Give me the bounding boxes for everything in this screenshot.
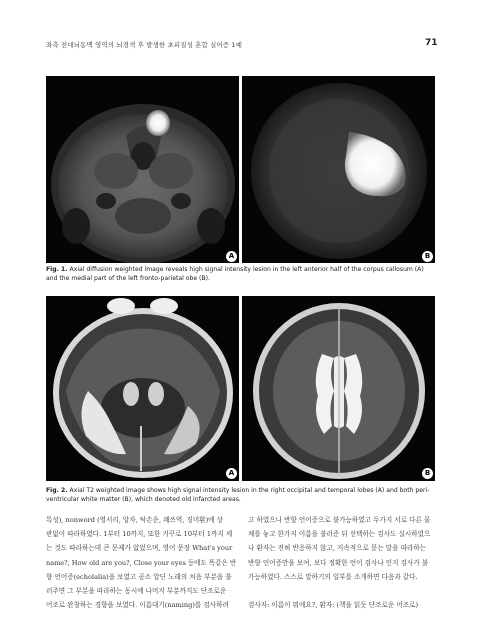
t2-axial-image xyxy=(242,296,435,481)
running-title: 좌측 전대뇌동맥 영역의 뇌경색 후 발생한 초피질성 혼합 실어증 1예 xyxy=(46,41,242,49)
panel-label: A xyxy=(226,251,237,262)
body-line: 가능하였다. 스스로 말하기의 일부를 소개하면 다음과 같다. xyxy=(248,572,418,581)
body-line: 체를 놓고 한가지 이름을 불러준 뒤 선택하는 검사도 실시하였으 xyxy=(248,530,431,539)
panel-label: B xyxy=(422,251,433,262)
page-number: 71 xyxy=(425,38,438,48)
figure1-caption-text: Axial diffusion weighted image reveals high signal intensity lesion in the left anterior half of the corpus callosum (A) and the medial part of the left fronto-parietal obe (B). xyxy=(46,266,424,282)
body-line: 나 환자는 전혀 반응하지 않고, 지속적으로 묻는 말을 따라하는 xyxy=(248,544,427,553)
body-line xyxy=(248,584,436,598)
dwi-axial-image xyxy=(242,76,435,263)
body-left-column xyxy=(46,513,236,612)
body-right-column xyxy=(248,513,436,612)
panel-label: B xyxy=(422,468,433,479)
figure2-caption xyxy=(46,487,436,504)
body-line: 관없이 따라하였다. 1부터 10까지, 또한 거꾸로 10부터 1까지 세 xyxy=(46,530,233,539)
figure2-panel-a xyxy=(46,296,239,481)
panel-label: A xyxy=(226,468,237,479)
figure1-panel-a xyxy=(46,76,239,263)
body-line: 향 언어증(echolalia)을 보였고 곰소 알딘 노래의 처음 부분을 불 xyxy=(46,572,232,581)
body-line: 검사자: 이름이 뭐에요?, 환자: (책을 읽듯 단조로운 어조로) xyxy=(248,601,419,610)
figure1-panel-b xyxy=(242,76,435,263)
body-line: 는 것도 따라하는데 큰 문제가 없었으며, 영어 문장 What's your xyxy=(46,544,233,553)
t2-axial-image xyxy=(46,296,239,481)
body-line: name?, How old are you?, Close your eyes 등에도 똑같은 반 xyxy=(46,558,237,567)
body-line: 어조로 완창하는 경향을 보였다. 이름대기(naming)를 검사하려 xyxy=(46,601,229,610)
figure1-caption-label: Fig. 1. xyxy=(46,266,68,273)
dwi-axial-image xyxy=(46,76,239,263)
body-line: 반향 언어증만을 보여, 보다 정확한 언어 검사나 인지 검사가 불 xyxy=(248,558,429,567)
figure2-caption-text: Axial T2 weighted image shows high signal intensity lesion in the right occipital and temporal lobes (A) and both peri-ventricular white matter (B), which denoted old infarcted areas. xyxy=(46,487,430,503)
body-line: 러주면 그 부분을 따라하는 동시에 나머지 부분까지도 단조로운 xyxy=(46,587,227,596)
figure2-panel-b xyxy=(242,296,435,481)
body-line: 특성), nonword (영서리, 앙자, 탁손운, 쾌쓰역, 징미환)에 상 xyxy=(46,516,223,524)
figure2-caption-label: Fig. 2. xyxy=(46,487,68,494)
figure1-caption xyxy=(46,266,436,283)
body-line: 고 하였으나 반향 언어증으로 불가능하였고 두가지 서로 다른 물 xyxy=(248,516,431,524)
